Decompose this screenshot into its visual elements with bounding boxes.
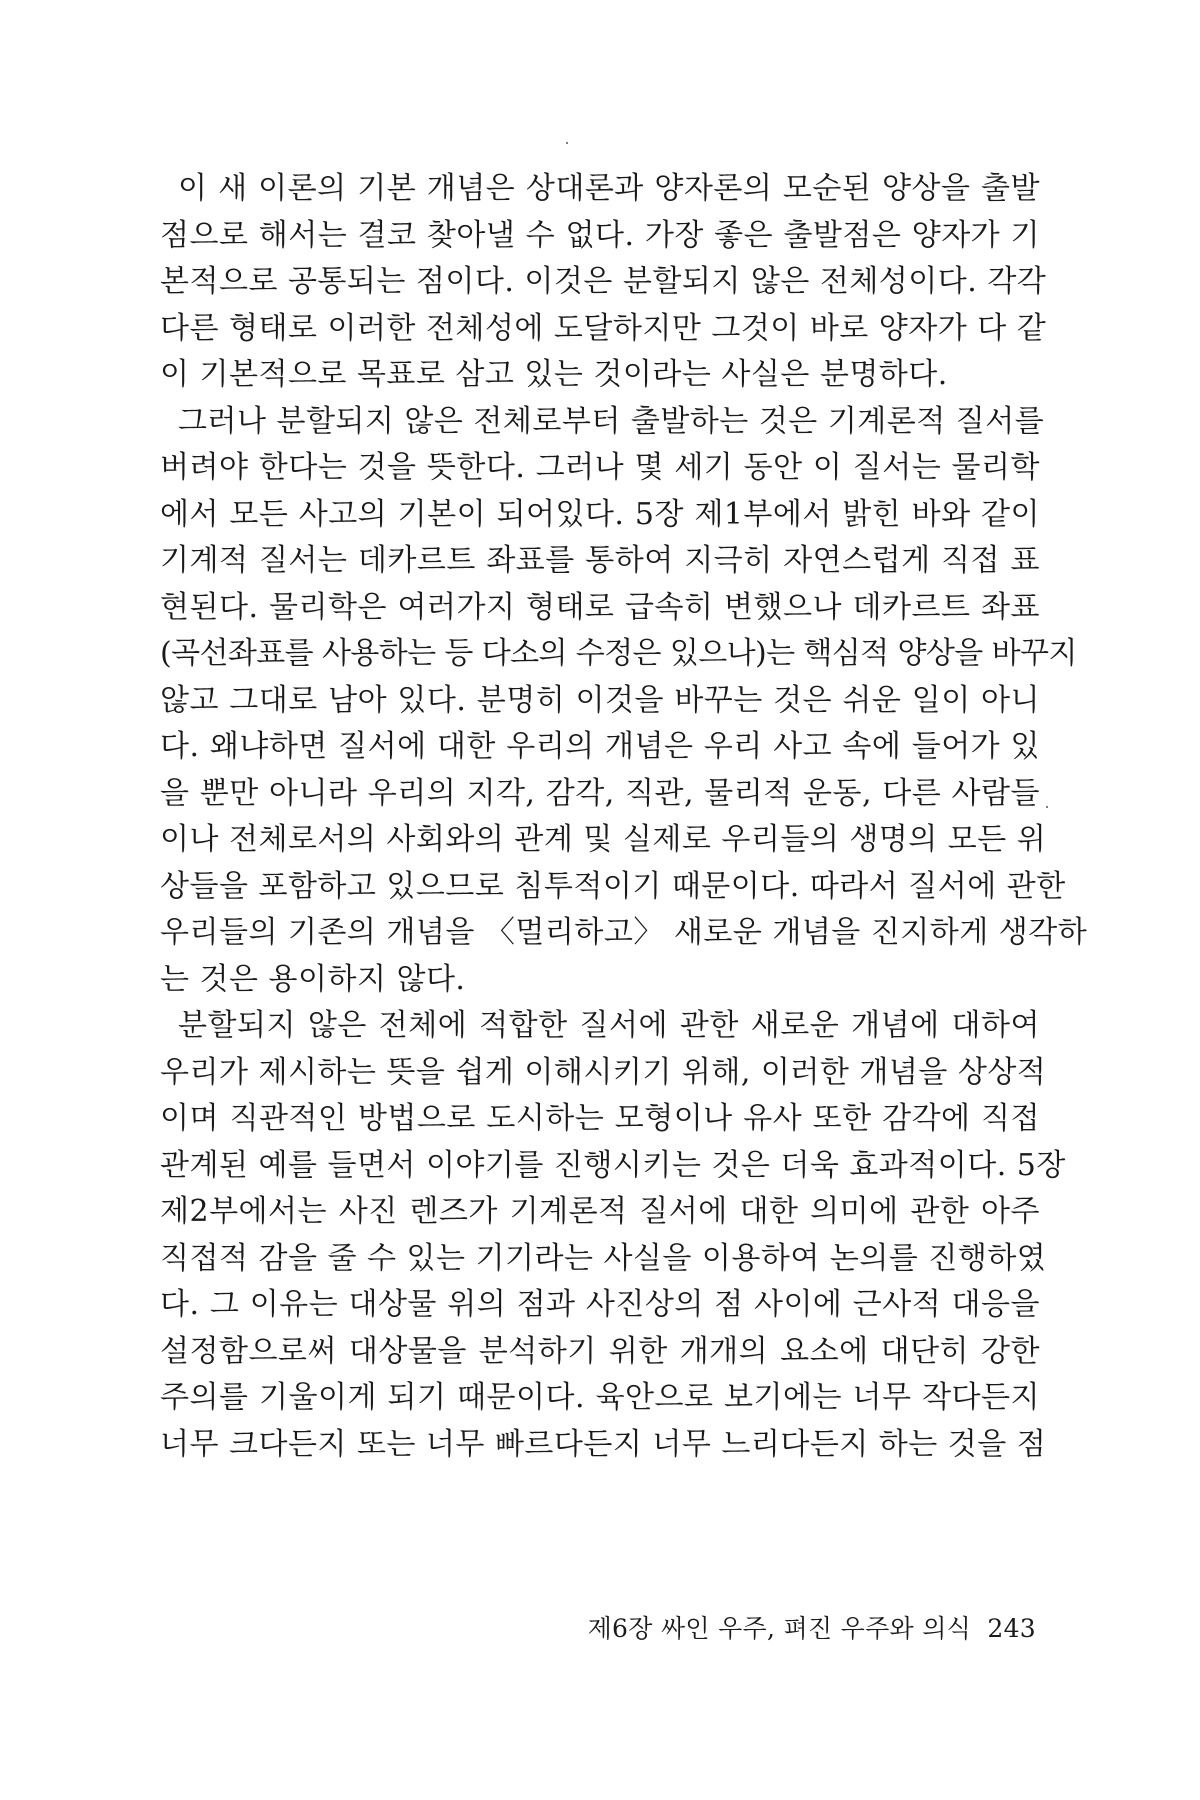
text-line: 이 기본적으로 목표로 삼고 있는 것이라는 사실은 분명하다. <box>160 357 948 392</box>
stray-mark <box>566 142 568 144</box>
text-line: 제2부에서는 사진 렌즈가 기계론적 질서에 대한 의미에 관한 아주 <box>160 1194 1040 1229</box>
text-line: 다. 그 이유는 대상물 위의 점과 사진상의 점 사이에 근사적 대응을 <box>160 1287 1040 1322</box>
page-number: 243 <box>987 1614 1036 1643</box>
text-line: 다. 왜냐하면 질서에 대한 우리의 개념은 우리 사고 속에 들어가 있 <box>160 729 1040 764</box>
text-line: 직접적 감을 줄 수 있는 기기라는 사실을 이용하여 논의를 진행하였 <box>160 1240 1047 1276</box>
text-line: 너무 크다든지 또는 너무 빠르다든지 너무 느리다든지 하는 것을 점 <box>160 1426 1047 1462</box>
text-line: 이 새 이론의 기본 개념은 상대론과 양자론의 모순된 양상을 출발 <box>178 171 1040 206</box>
running-head: 제6장 싸인 우주, 펴진 우주와 의식 <box>587 1614 972 1643</box>
text-line: 다른 형태로 이러한 전체성에 도달하지만 그것이 바로 양자가 다 같 <box>160 310 1047 346</box>
text-line: 현된다. 물리학은 여러가지 형태로 급속히 변했으나 데카르트 좌표 <box>160 589 1040 625</box>
page-footer <box>588 1612 1036 1646</box>
text-line: (곡선좌표를 사용하는 등 다소의 수정은 있으나)는 핵심적 양상을 바꾸지 <box>160 636 1077 671</box>
text-line: 을 뿐만 아니라 우리의 지각, 감각, 직관, 물리적 운동, 다른 사람들 <box>160 775 1040 811</box>
text-line: 주의를 기울이게 되기 때문이다. 육안으로 보기에는 너무 작다든지 <box>160 1380 1040 1415</box>
text-line: 이나 전체로서의 사회와의 관계 및 실제로 우리들의 생명의 모든 위 <box>160 822 1047 857</box>
text-line: 본적으로 공통되는 점이다. 이것은 분할되지 않은 전체성이다. 각각 <box>160 264 1047 299</box>
text-line: 에서 모든 사고의 기본이 되어있다. 5장 제1부에서 밝힌 바와 같이 <box>160 496 1040 532</box>
paragraph <box>160 1003 1066 1468</box>
text-line: 이며 직관적인 방법으로 도시하는 모형이나 유사 또한 감각에 직접 <box>160 1101 1040 1136</box>
text-line: 우리가 제시하는 뜻을 쉽게 이해시키기 위해, 이러한 개념을 상상적 <box>160 1054 1047 1090</box>
text-line: 우리들의 기존의 개념을 〈멀리하고〉 새로운 개념을 진지하게 생각하 <box>160 915 1088 950</box>
body-text <box>160 166 1088 1468</box>
text-line: 분할되지 않은 전체에 적합한 질서에 관한 새로운 개념에 대하여 <box>178 1008 1040 1043</box>
text-line: 그러나 분할되지 않은 전체로부터 출발하는 것은 기계론적 질서를 <box>178 403 1045 439</box>
text-line: 상들을 포함하고 있으므로 침투적이기 때문이다. 따라서 질서에 관한 <box>160 868 1066 904</box>
text-line: 않고 그대로 남아 있다. 분명히 이것을 바꾸는 것은 쉬운 일이 아니 <box>160 682 1040 718</box>
text-line: 는 것은 용이하지 않다. <box>160 961 466 997</box>
text-line: 설정함으로써 대상물을 분석하기 위한 개개의 요소에 대단히 강한 <box>160 1333 1040 1369</box>
stray-mark <box>1046 806 1048 808</box>
text-line: 관계된 예를 들면서 이야기를 진행시키는 것은 더욱 효과적이다. 5장 <box>160 1147 1066 1183</box>
paragraph <box>160 399 1088 1004</box>
text-line: 점으로 해서는 결코 찾아낼 수 없다. 가장 좋은 출발점은 양자가 기 <box>160 217 1040 253</box>
text-line: 버려야 한다는 것을 뜻한다. 그러나 몇 세기 동안 이 질서는 물리학 <box>160 450 1040 485</box>
text-line: 기계적 질서는 데카르트 좌표를 통하여 지극히 자연스럽게 직접 표 <box>160 543 1040 578</box>
paragraph <box>160 166 1047 399</box>
